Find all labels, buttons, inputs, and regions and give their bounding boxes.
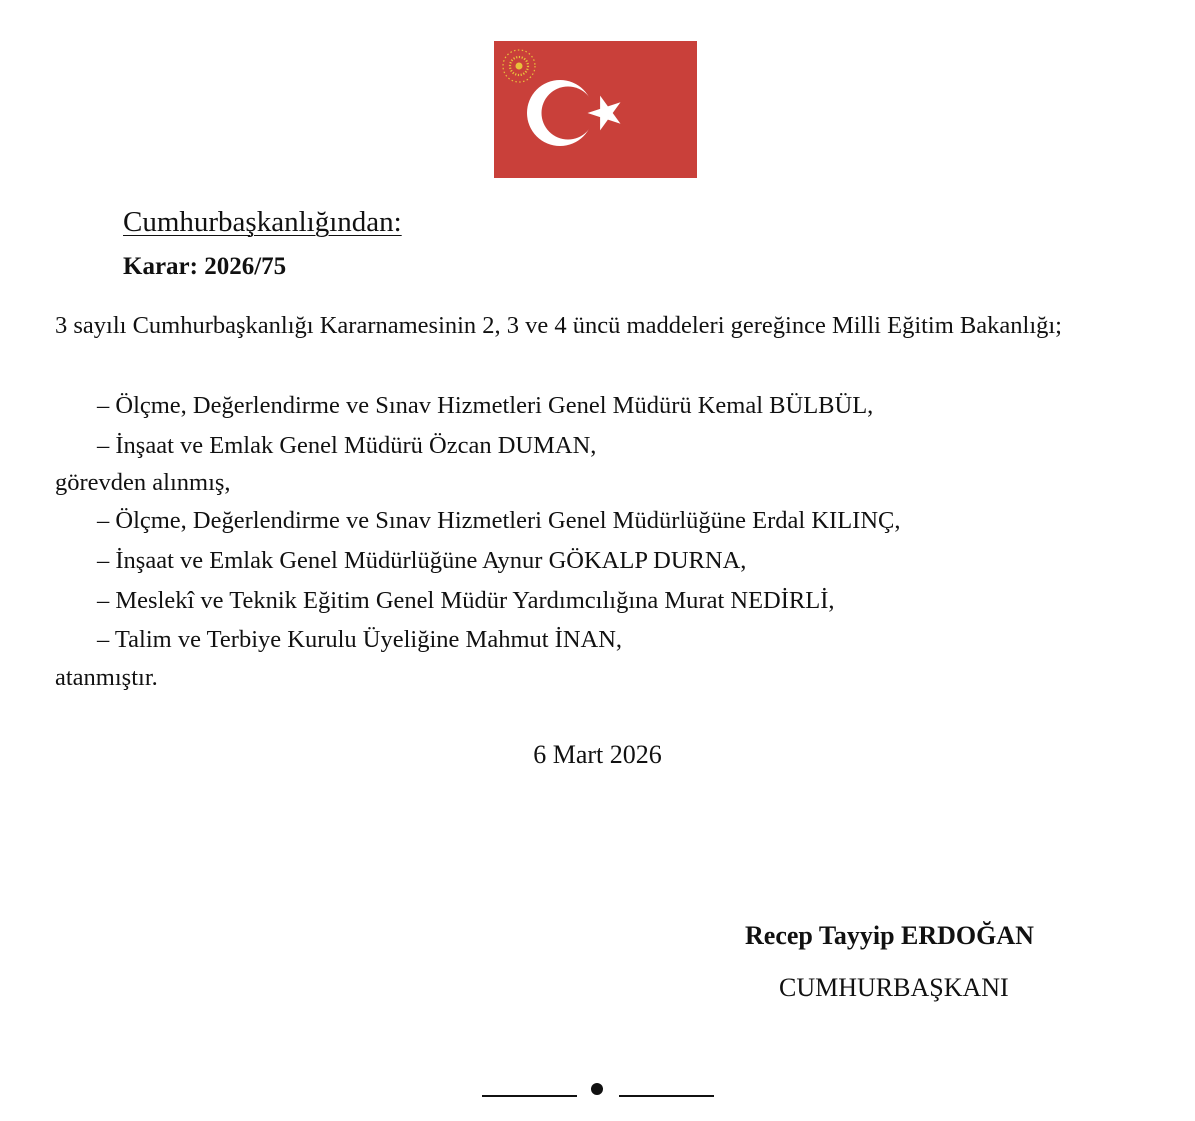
appointed-item: – Ölçme, Değerlendirme ve Sınav Hizmetleri Genel Müdürlüğüne Erdal KILINÇ, <box>97 507 901 534</box>
flag-graphic <box>494 41 697 178</box>
end-rule-right <box>619 1095 714 1097</box>
appointed-item: – Meslekî ve Teknik Eğitim Genel Müdür Yardımcılığına Murat NEDİRLİ, <box>97 587 835 614</box>
flag-background <box>494 41 697 178</box>
removed-label: görevden alınmış, <box>55 469 231 496</box>
end-rule-left <box>482 1095 577 1097</box>
end-of-document-mark <box>482 1079 714 1099</box>
decision-number: Karar: 2026/75 <box>123 253 287 280</box>
appointed-item: – İnşaat ve Emlak Genel Müdürlüğüne Aynur GÖKALP DURNA, <box>97 547 747 574</box>
removed-item: – İnşaat ve Emlak Genel Müdürü Özcan DUMAN, <box>97 432 597 459</box>
appointed-label: atanmıştır. <box>55 664 158 691</box>
removed-item: – Ölçme, Değerlendirme ve Sınav Hizmetleri Genel Müdürü Kemal BÜLBÜL, <box>97 392 874 419</box>
signatory-title: CUMHURBAŞKANI <box>779 973 1009 1002</box>
decision-date <box>0 740 1195 770</box>
end-dot-icon <box>591 1083 603 1095</box>
signatory-name: Recep Tayyip ERDOĞAN <box>745 921 1034 950</box>
turkish-flag-emblem <box>494 41 697 178</box>
issuer-heading: Cumhurbaşkanlığından: <box>123 206 402 238</box>
intro-paragraph: 3 sayılı Cumhurbaşkanlığı Kararnamesinin 2, 3 ve 4 üncü maddeleri gereğince Milli Eğitim Bakanlığı; <box>55 312 1062 339</box>
date-text: 6 Mart 2026 <box>533 740 662 769</box>
appointed-item: – Talim ve Terbiye Kurulu Üyeliğine Mahmut İNAN, <box>97 626 623 653</box>
